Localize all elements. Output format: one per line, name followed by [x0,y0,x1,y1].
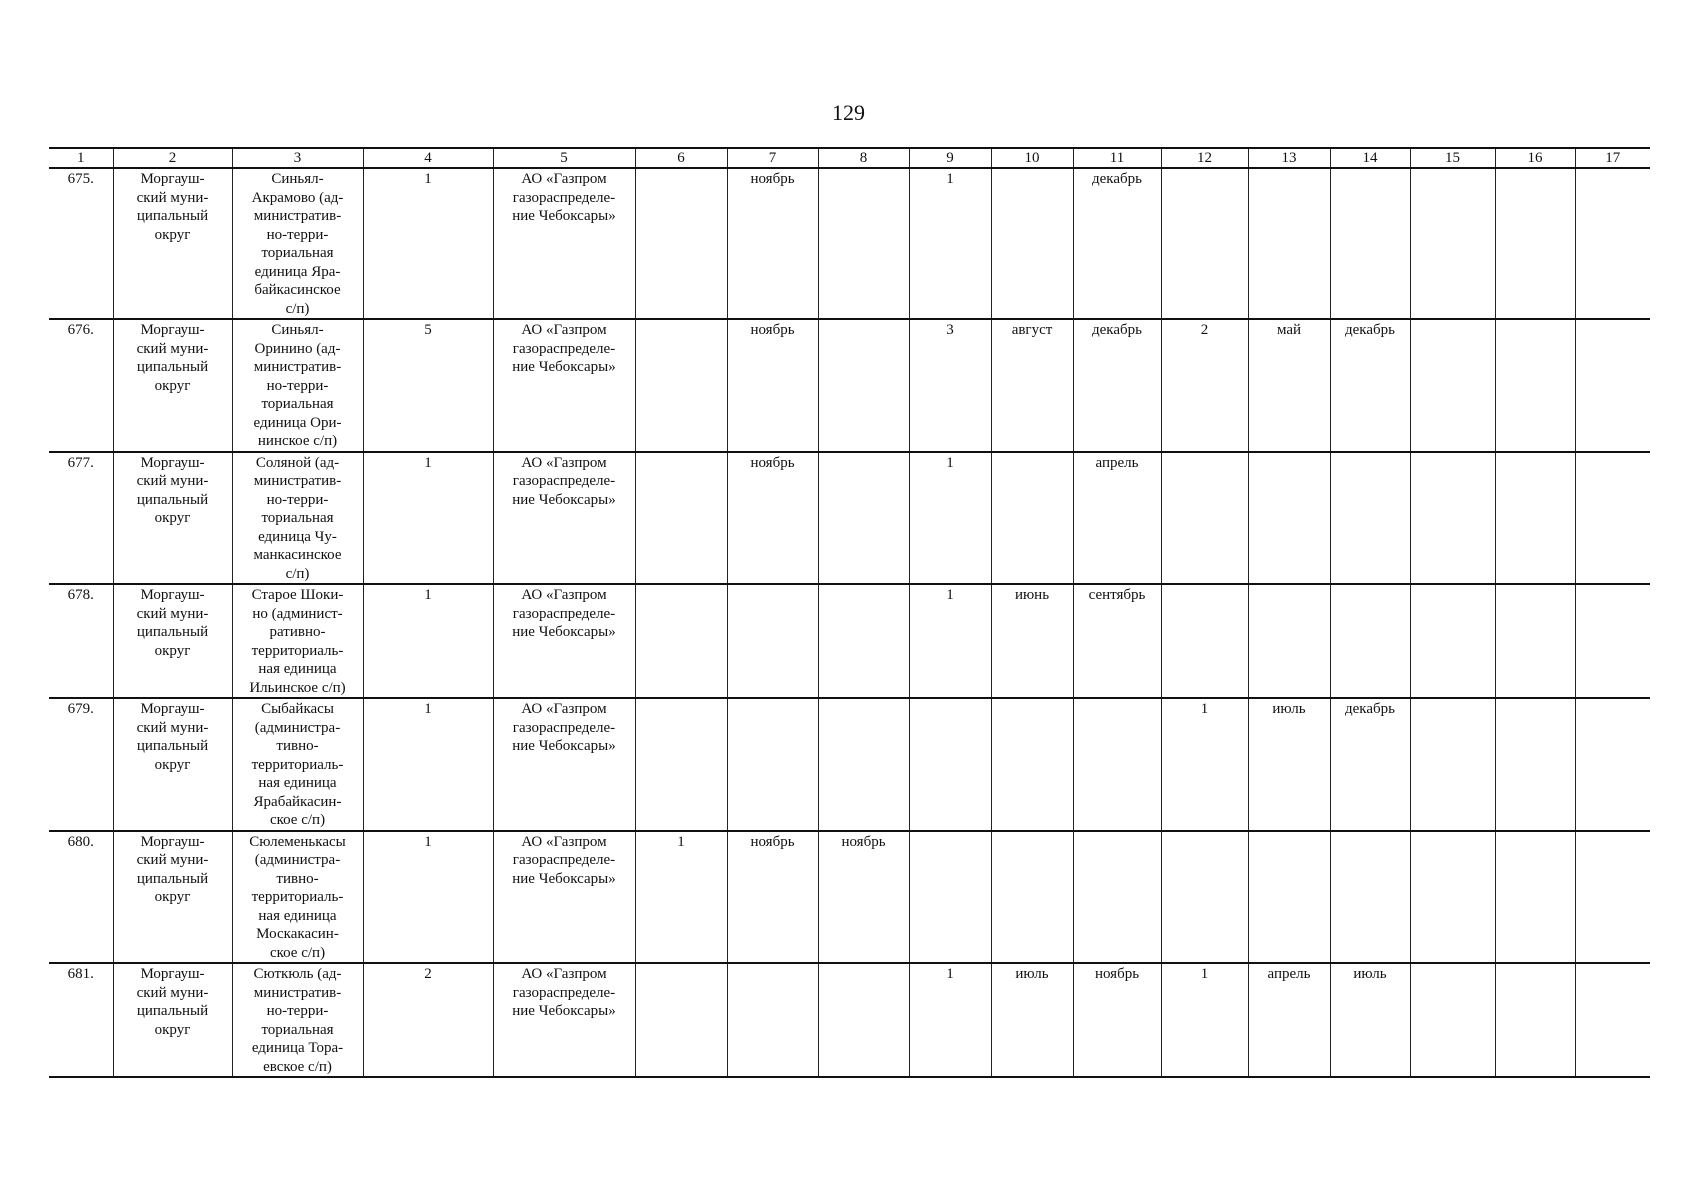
table-cell-col-7 [727,584,818,698]
table-cell-col-7: ноябрь [727,168,818,319]
table-row [49,168,1650,319]
table-cell-col-2: Моргауш- ский муни- ципальный округ [113,168,232,319]
table-cell-col-11: сентябрь [1073,584,1161,698]
table-cell-col-8 [818,452,909,585]
table-cell-col-1: 679. [49,698,113,831]
table-cell-col-7: ноябрь [727,831,818,964]
table-cell-col-11: апрель [1073,452,1161,585]
table-cell-col-10 [991,698,1073,831]
table-cell-col-1: 675. [49,168,113,319]
table-cell-col-1: 677. [49,452,113,585]
table-cell-col-15 [1410,698,1495,831]
table-cell-col-9 [909,831,991,964]
table-row [49,698,1650,831]
table-cell-col-3: Сюлеменькасы (администра- тивно- территориаль- ная единица Москакасин- ское с/п) [232,831,363,964]
table-cell-col-4: 1 [363,168,493,319]
table-cell-col-9: 1 [909,452,991,585]
table-cell-col-6 [635,584,727,698]
table-cell-col-12: 1 [1161,963,1248,1077]
table-cell-col-17 [1575,319,1650,452]
table-cell-col-16 [1495,452,1575,585]
table-cell-col-4: 1 [363,452,493,585]
table-cell-col-2: Моргауш- ский муни- ципальный округ [113,452,232,585]
table-cell-col-11: декабрь [1073,319,1161,452]
table-row [49,452,1650,585]
table-cell-col-8 [818,963,909,1077]
table-cell-col-15 [1410,584,1495,698]
table-cell-col-8 [818,584,909,698]
table-cell-col-5: АО «Газпром газораспределе- ние Чебоксары» [493,319,635,452]
table-cell-col-3: Соляной (ад- министратив- но-терри- ториальная единица Чу- манкасинское с/п) [232,452,363,585]
table-cell-col-10: июнь [991,584,1073,698]
table-cell-col-2: Моргауш- ский муни- ципальный округ [113,963,232,1077]
table-cell-col-12 [1161,452,1248,585]
table-cell-col-5: АО «Газпром газораспределе- ние Чебоксары» [493,698,635,831]
table-cell-col-6: 1 [635,831,727,964]
table-cell-col-3: Сыбайкасы (администра- тивно- территориаль- ная единица Ярабайкасин- ское с/п) [232,698,363,831]
table-cell-col-14 [1330,584,1410,698]
table-cell-col-6 [635,452,727,585]
table-cell-col-17 [1575,831,1650,964]
table-cell-col-11 [1073,831,1161,964]
column-number: 14 [1330,148,1410,168]
table-cell-col-2: Моргауш- ский муни- ципальный округ [113,319,232,452]
column-number: 2 [113,148,232,168]
table-cell-col-10 [991,452,1073,585]
table-cell-col-13: май [1248,319,1330,452]
table-cell-col-5: АО «Газпром газораспределе- ние Чебоксары» [493,452,635,585]
column-number: 11 [1073,148,1161,168]
column-number: 8 [818,148,909,168]
table-cell-col-1: 681. [49,963,113,1077]
table-cell-col-15 [1410,452,1495,585]
table-cell-col-8: ноябрь [818,831,909,964]
table-cell-col-13 [1248,168,1330,319]
column-number: 5 [493,148,635,168]
table-cell-col-14 [1330,168,1410,319]
column-number: 1 [49,148,113,168]
table-cell-col-16 [1495,319,1575,452]
column-number-row [49,148,1650,168]
table-cell-col-3: Старое Шоки- но (админист- ративно- территориаль- ная единица Ильинское с/п) [232,584,363,698]
table-cell-col-12 [1161,584,1248,698]
table-cell-col-17 [1575,452,1650,585]
table-cell-col-9 [909,698,991,831]
table-cell-col-13: апрель [1248,963,1330,1077]
table-cell-col-10 [991,831,1073,964]
table-cell-col-12 [1161,168,1248,319]
table-cell-col-3: Синьял- Оринино (ад- министратив- но-терри- ториальная единица Ори- нинское с/п) [232,319,363,452]
table-cell-col-14: июль [1330,963,1410,1077]
table-cell-col-15 [1410,831,1495,964]
table-cell-col-12 [1161,831,1248,964]
table-cell-col-13: июль [1248,698,1330,831]
table-cell-col-10 [991,168,1073,319]
table-row [49,831,1650,964]
column-number: 7 [727,148,818,168]
table-cell-col-17 [1575,584,1650,698]
table-cell-col-6 [635,168,727,319]
table-cell-col-2: Моргауш- ский муни- ципальный округ [113,831,232,964]
table-row [49,319,1650,452]
table-cell-col-13 [1248,831,1330,964]
table-cell-col-5: АО «Газпром газораспределе- ние Чебоксары» [493,963,635,1077]
table-cell-col-13 [1248,584,1330,698]
table-cell-col-4: 1 [363,584,493,698]
table-cell-col-14 [1330,831,1410,964]
table-cell-col-16 [1495,168,1575,319]
table-cell-col-4: 1 [363,698,493,831]
column-number: 15 [1410,148,1495,168]
table-cell-col-13 [1248,452,1330,585]
table-cell-col-5: АО «Газпром газораспределе- ние Чебоксары» [493,831,635,964]
table-cell-col-9: 3 [909,319,991,452]
table-cell-col-17 [1575,168,1650,319]
table-cell-col-1: 678. [49,584,113,698]
schedule-table [49,147,1650,1078]
table-cell-col-14: декабрь [1330,319,1410,452]
table-cell-col-2: Моргауш- ский муни- ципальный округ [113,584,232,698]
table-cell-col-9: 1 [909,584,991,698]
table-cell-col-7: ноябрь [727,319,818,452]
table-cell-col-6 [635,963,727,1077]
table-cell-col-2: Моргауш- ский муни- ципальный округ [113,698,232,831]
column-number: 10 [991,148,1073,168]
table-cell-col-5: АО «Газпром газораспределе- ние Чебоксары» [493,584,635,698]
table-row [49,963,1650,1077]
table-cell-col-15 [1410,168,1495,319]
table-row [49,584,1650,698]
table-cell-col-1: 680. [49,831,113,964]
table-cell-col-11: декабрь [1073,168,1161,319]
column-number: 12 [1161,148,1248,168]
table-cell-col-8 [818,319,909,452]
column-number: 6 [635,148,727,168]
table-cell-col-17 [1575,698,1650,831]
table-cell-col-14: декабрь [1330,698,1410,831]
page-number: 129 [832,100,865,125]
column-number: 17 [1575,148,1650,168]
table-cell-col-1: 676. [49,319,113,452]
table-cell-col-3: Сюткюль (ад- министратив- но-терри- ториальная единица Тора- евское с/п) [232,963,363,1077]
table-cell-col-4: 5 [363,319,493,452]
table-cell-col-16 [1495,584,1575,698]
column-number: 9 [909,148,991,168]
table-body [49,168,1650,1077]
table-cell-col-7: ноябрь [727,452,818,585]
table-cell-col-7 [727,698,818,831]
table-cell-col-17 [1575,963,1650,1077]
table-cell-col-6 [635,319,727,452]
table-cell-col-15 [1410,319,1495,452]
table-cell-col-14 [1330,452,1410,585]
table-cell-col-15 [1410,963,1495,1077]
table-cell-col-5: АО «Газпром газораспределе- ние Чебоксары» [493,168,635,319]
table-cell-col-10: август [991,319,1073,452]
table-cell-col-16 [1495,831,1575,964]
table-cell-col-8 [818,168,909,319]
column-number: 4 [363,148,493,168]
table-cell-col-11: ноябрь [1073,963,1161,1077]
table-cell-col-6 [635,698,727,831]
table-cell-col-4: 2 [363,963,493,1077]
table-cell-col-11 [1073,698,1161,831]
table-cell-col-3: Синьял- Акрамово (ад- министратив- но-терри- ториальная единица Яра- байкасинское с/п) [232,168,363,319]
table-cell-col-9: 1 [909,963,991,1077]
table-cell-col-16 [1495,698,1575,831]
table-cell-col-9: 1 [909,168,991,319]
table-cell-col-16 [1495,963,1575,1077]
table-cell-col-7 [727,963,818,1077]
column-number: 16 [1495,148,1575,168]
table-cell-col-4: 1 [363,831,493,964]
table-cell-col-8 [818,698,909,831]
table-cell-col-10: июль [991,963,1073,1077]
column-number: 13 [1248,148,1330,168]
table-cell-col-12: 2 [1161,319,1248,452]
column-number: 3 [232,148,363,168]
table-cell-col-12: 1 [1161,698,1248,831]
